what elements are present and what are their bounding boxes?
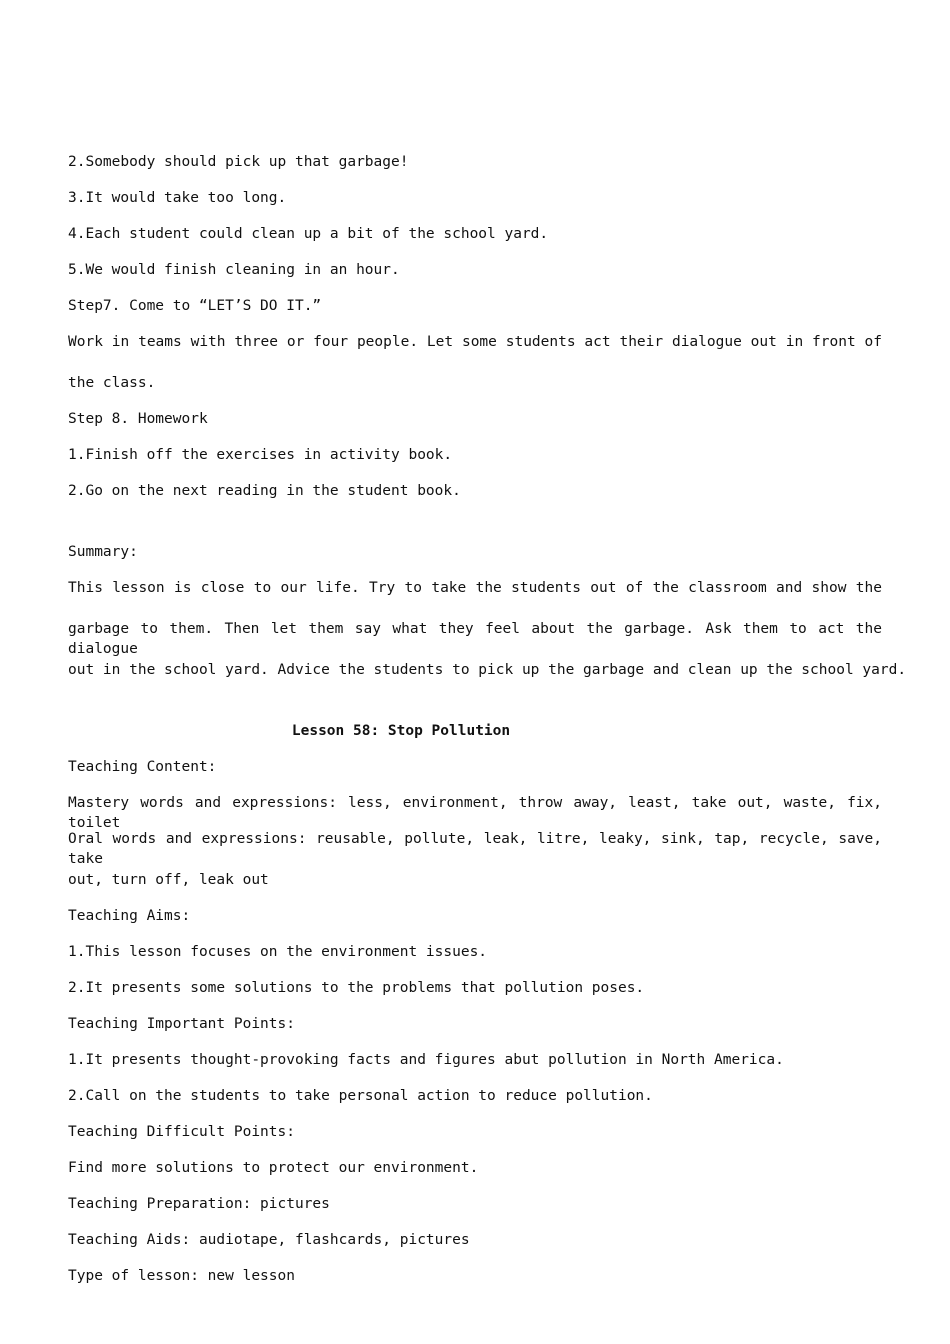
lesson-title: Lesson 58: Stop Pollution	[291, 723, 511, 739]
paragraph-line: Find more solutions to protect our environment.	[68, 1160, 479, 1176]
summary-line: out in the school yard. Advice the students to pick up the garbage and clean up the school yard.	[68, 662, 907, 678]
homework-item: 2.Go on the next reading in the student book.	[68, 483, 461, 499]
section-heading: Teaching Important Points:	[68, 1016, 295, 1032]
summary-line: garbage to them. Then let them say what they feel about the garbage. Ask them to act the dialogue	[68, 621, 882, 657]
summary-line: This lesson is close to our life. Try to take the students out of the classroom and show the	[68, 580, 882, 596]
text-line: 3.It would take too long.	[68, 190, 287, 206]
paragraph-line: out, turn off, leak out	[68, 872, 269, 888]
summary-heading: Summary:	[68, 544, 138, 560]
list-item: 1.This lesson focuses on the environment issues.	[68, 944, 488, 960]
paragraph-line: Mastery words and expressions: less, environment, throw away, least, take out, waste, fix, toilet	[68, 795, 882, 831]
text-line: 2.Somebody should pick up that garbage!	[68, 154, 409, 170]
list-item: 2.Call on the students to take personal action to reduce pollution.	[68, 1088, 653, 1104]
list-item: 2.It presents some solutions to the problems that pollution poses.	[68, 980, 645, 996]
paragraph-line: Teaching Preparation: pictures	[68, 1196, 330, 1212]
step8-heading: Step 8. Homework	[68, 411, 208, 427]
homework-item: 1.Finish off the exercises in activity book.	[68, 447, 453, 463]
paragraph-line: Work in teams with three or four people. Let some students act their dialogue out in front of	[68, 334, 882, 350]
paragraph-line: Type of lesson: new lesson	[68, 1268, 295, 1284]
text-line: 4.Each student could clean up a bit of the school yard.	[68, 226, 549, 242]
section-heading: Teaching Aims:	[68, 908, 191, 924]
section-heading: Teaching Content:	[68, 759, 217, 775]
text-line: 5.We would finish cleaning in an hour.	[68, 262, 400, 278]
section-heading: Teaching Difficult Points:	[68, 1124, 295, 1140]
step7-heading: Step7. Come to “LET’S DO IT.”	[68, 298, 322, 314]
paragraph-line: Oral words and expressions: reusable, pollute, leak, litre, leaky, sink, tap, recycle, save, take	[68, 831, 882, 867]
paragraph-line: Teaching Aids: audiotape, flashcards, pictures	[68, 1232, 470, 1248]
list-item: 1.It presents thought-provoking facts and figures abut pollution in North America.	[68, 1052, 784, 1068]
document-page	[68, 0, 907, 1344]
paragraph-line: the class.	[68, 375, 156, 391]
